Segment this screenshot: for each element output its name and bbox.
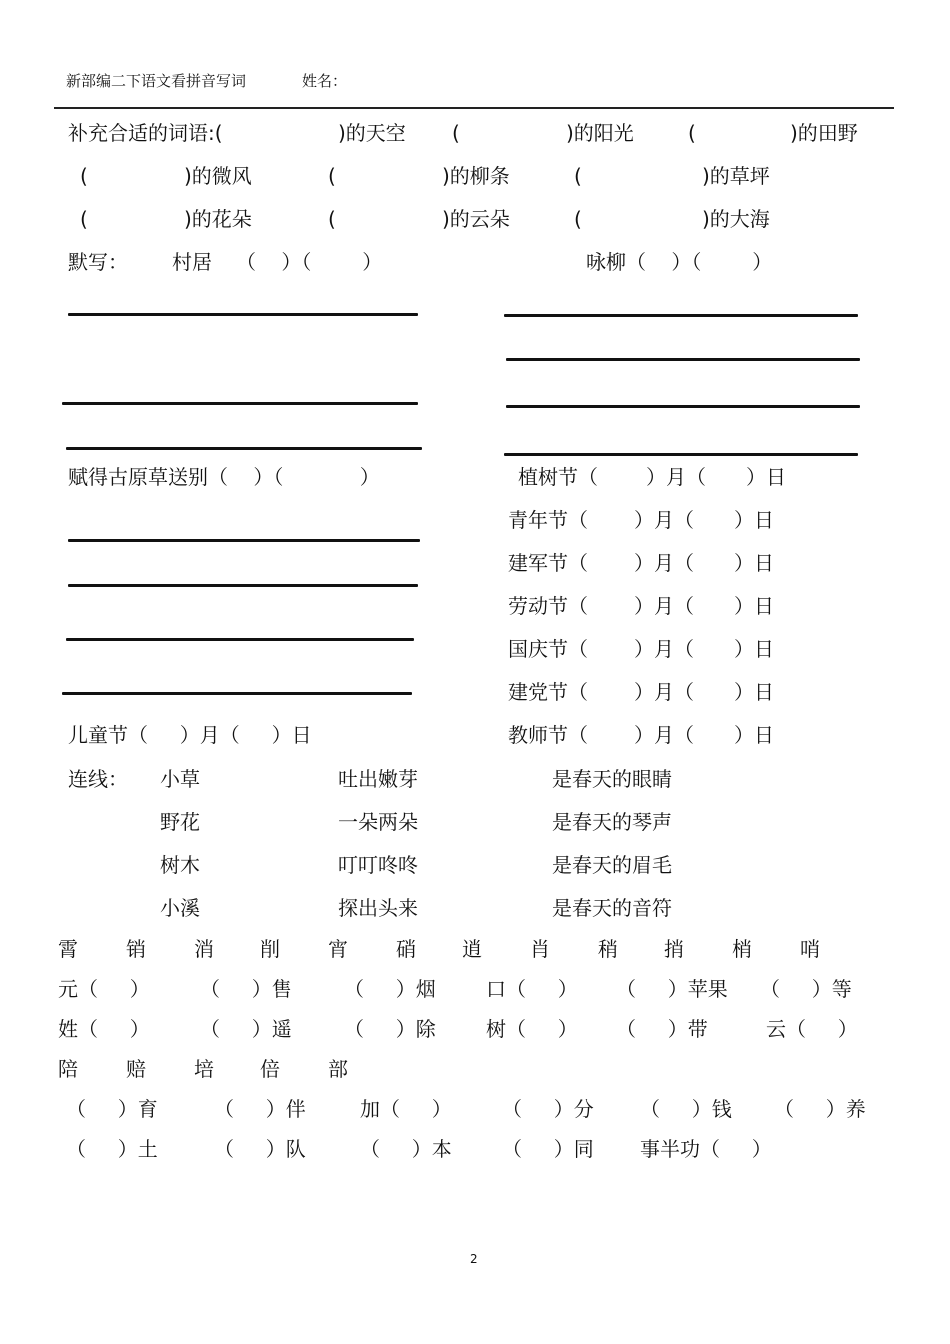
match-col3-item: 是春天的琴声 <box>552 810 672 834</box>
writing-line <box>66 447 422 450</box>
char-item: 削 <box>260 937 280 961</box>
festival-month: ）月（ <box>634 723 694 747</box>
char-item: 赔 <box>126 1057 146 1081</box>
festival-name: 青年节（ <box>508 508 588 532</box>
festival-month: ）月（ <box>634 680 694 704</box>
match-col3-item: 是春天的音符 <box>552 896 672 920</box>
festival-day: ）日 <box>734 508 774 532</box>
festival-month: ）月（ <box>646 465 706 489</box>
header-divider <box>54 107 894 109</box>
char-fill: （ ）土 <box>66 1137 158 1161</box>
festival-month: ）月（ <box>634 594 694 618</box>
fill-paren: ( <box>452 121 460 145</box>
fill-item: )的阳光 <box>566 121 634 145</box>
poem-yongliu: 咏柳（ ）（ ） <box>586 250 773 274</box>
festival-name: 建军节（ <box>508 551 588 575</box>
char-fill: 树（ ） <box>486 1017 578 1041</box>
char-fill: （ ）育 <box>66 1097 158 1121</box>
festival-day: ）日 <box>734 637 774 661</box>
char-fill: （ ）烟 <box>344 977 436 1001</box>
match-col2-item: 叮叮咚咚 <box>338 853 418 877</box>
festival-name: 劳动节（ <box>508 594 588 618</box>
worksheet-title: 新部编二下语文看拼音写词 <box>66 72 247 90</box>
dictation-label: 默写： <box>68 250 128 274</box>
writing-line <box>506 358 860 361</box>
char-fill: （ ）本 <box>360 1137 452 1161</box>
festival-month: ）月（ <box>634 508 694 532</box>
festival-day: ）日 <box>734 551 774 575</box>
festival-day: ）日 <box>734 680 774 704</box>
char-item: 捎 <box>664 937 684 961</box>
writing-line <box>66 638 414 641</box>
char-fill: （ ）等 <box>760 977 852 1001</box>
fill-paren: ( <box>328 207 336 231</box>
match-col3-item: 是春天的眼睛 <box>552 767 672 791</box>
char-item: 哨 <box>800 937 820 961</box>
writing-line <box>504 453 858 456</box>
writing-line <box>504 314 858 317</box>
char-fill: （ ）同 <box>502 1137 594 1161</box>
match-col2-item: 吐出嫩芽 <box>338 767 418 791</box>
char-item: 肖 <box>530 937 550 961</box>
writing-line <box>68 584 418 587</box>
char-item: 逍 <box>462 937 482 961</box>
char-fill: 元（ ） <box>58 977 150 1001</box>
char-item: 霄 <box>58 937 78 961</box>
festival-month: ）月（ <box>634 637 694 661</box>
fill-item: )的田野 <box>790 121 858 145</box>
fill-paren: ( <box>80 164 88 188</box>
fill-paren: ( <box>328 164 336 188</box>
char-fill: 加（ ） <box>360 1097 452 1121</box>
fill-paren: ( <box>574 207 582 231</box>
match-col1-item: 小草 <box>160 767 200 791</box>
char-fill: 云（ ） <box>766 1017 858 1041</box>
festival-day: ）日 <box>734 723 774 747</box>
writing-line <box>68 539 420 542</box>
childrens-day: 儿童节（ ）月（ ）日 <box>68 723 312 747</box>
fill-item: )的云朵 <box>442 207 510 231</box>
char-fill: （ ）队 <box>214 1137 306 1161</box>
match-col2-item: 一朵两朵 <box>338 810 418 834</box>
char-fill: （ ）钱 <box>640 1097 732 1121</box>
char-fill: （ ）养 <box>774 1097 866 1121</box>
fill-item: )的柳条 <box>442 164 510 188</box>
char-item: 硝 <box>396 937 416 961</box>
char-item: 培 <box>194 1057 214 1081</box>
char-item: 消 <box>194 937 214 961</box>
fill-paren: ( <box>80 207 88 231</box>
char-fill: （ ）苹果 <box>616 977 728 1001</box>
festival-name: 教师节（ <box>508 723 588 747</box>
char-fill: （ ）伴 <box>214 1097 306 1121</box>
char-item: 梢 <box>732 937 752 961</box>
fill-paren: ( <box>688 121 696 145</box>
match-col1-item: 小溪 <box>160 896 200 920</box>
match-col1-item: 野花 <box>160 810 200 834</box>
match-col2-item: 探出头来 <box>338 896 418 920</box>
fill-item: )的天空 <box>338 121 406 145</box>
festival-day: ）日 <box>734 594 774 618</box>
char-fill: （ ）遥 <box>200 1017 292 1041</box>
char-fill: （ ）除 <box>344 1017 436 1041</box>
writing-line <box>62 402 418 405</box>
fill-words-label: 补充合适的词语:( <box>68 121 223 145</box>
festival-name: 建党节（ <box>508 680 588 704</box>
char-fill: （ ）售 <box>200 977 292 1001</box>
writing-line <box>62 692 412 695</box>
poem-cao: 赋得古原草送别（ ）（ ） <box>68 465 380 489</box>
festival-day: ）日 <box>746 465 786 489</box>
festival-name: 植树节（ <box>518 465 598 489</box>
char-item: 宵 <box>328 937 348 961</box>
fill-item: )的大海 <box>702 207 770 231</box>
writing-line <box>68 313 418 316</box>
fill-item: )的花朵 <box>184 207 252 231</box>
char-fill: 口（ ） <box>486 977 578 1001</box>
char-item: 陪 <box>58 1057 78 1081</box>
char-fill: （ ）带 <box>616 1017 708 1041</box>
festival-name: 国庆节（ <box>508 637 588 661</box>
char-item: 倍 <box>260 1057 280 1081</box>
fill-item: )的草坪 <box>702 164 770 188</box>
match-col3-item: 是春天的眉毛 <box>552 853 672 877</box>
matching-label: 连线： <box>68 767 128 791</box>
poem-cunju-parens: （ ）（ ） <box>236 250 383 274</box>
poem-cunju: 村居 <box>172 250 212 274</box>
fill-paren: ( <box>574 164 582 188</box>
writing-line <box>506 405 860 408</box>
char-item: 稍 <box>598 937 618 961</box>
match-col1-item: 树木 <box>160 853 200 877</box>
festival-month: ）月（ <box>634 551 694 575</box>
page-number: 2 <box>470 1252 478 1266</box>
char-fill: （ ）分 <box>502 1097 594 1121</box>
char-fill: 事半功（ ） <box>640 1137 772 1161</box>
char-fill: 姓（ ） <box>58 1017 150 1041</box>
char-item: 销 <box>126 937 146 961</box>
char-item: 部 <box>328 1057 348 1081</box>
fill-item: )的微风 <box>184 164 252 188</box>
name-label: 姓名： <box>302 72 348 90</box>
